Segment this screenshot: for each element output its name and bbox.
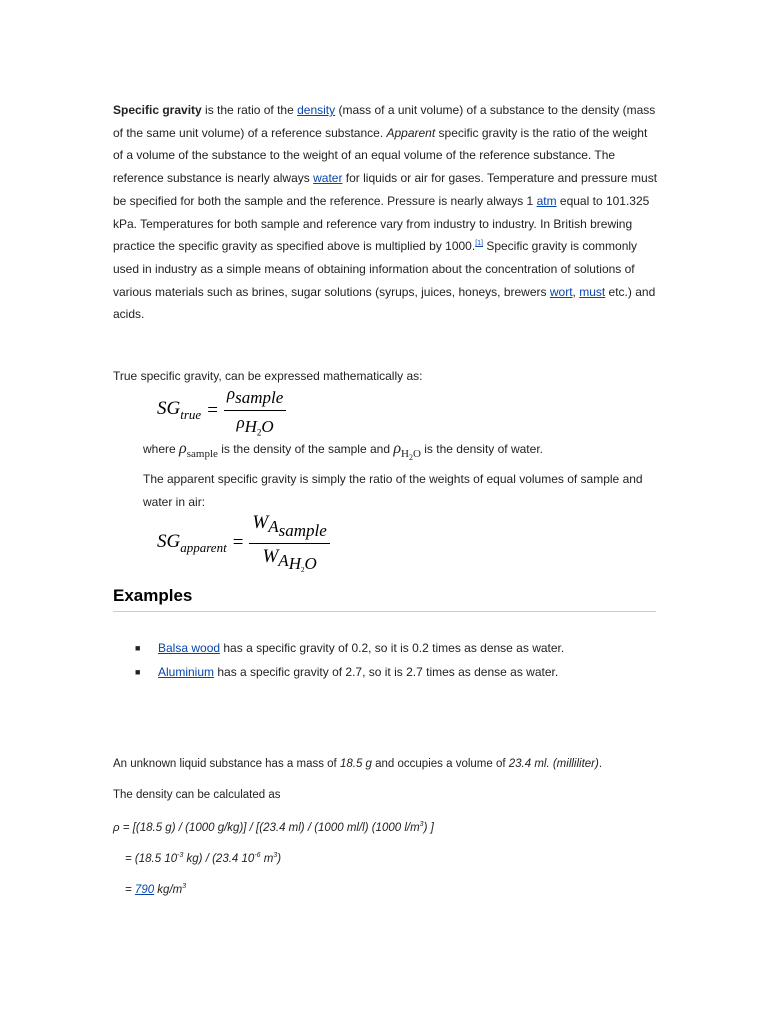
citation-link[interactable]: [1] bbox=[475, 240, 483, 248]
list-item bbox=[135, 660, 655, 684]
intro-text: specific gravity is the ratio of the weight of a volume of the substance to the weight of an equal volume of the reference substance. The reference substance is nearly always bbox=[113, 125, 648, 186]
formula-fraction bbox=[249, 512, 329, 574]
intro-text: etc.) and acids. bbox=[113, 284, 656, 322]
link-wort[interactable]: wort bbox=[549, 284, 573, 299]
intro-text: , bbox=[572, 284, 580, 299]
calc-text: An unknown liquid substance has a mass of bbox=[113, 758, 340, 770]
calc-exponent: -3 bbox=[177, 852, 184, 859]
link-must[interactable]: must bbox=[579, 284, 606, 299]
term-apparent: Apparent bbox=[386, 125, 436, 140]
link-balsa-wood[interactable]: Balsa wood bbox=[158, 641, 221, 655]
link-aluminium[interactable]: Aluminium bbox=[158, 665, 215, 679]
calc-text: kg) / (23.4 10 bbox=[183, 852, 255, 865]
bullet-icon: ■ bbox=[135, 667, 141, 677]
intro-text: (mass of a unit volume) of a substance to the density (mass of the same unit volume) of a reference substance. bbox=[113, 103, 656, 140]
calc-intro: The density can be calculated as bbox=[113, 789, 281, 801]
where-text: is the density of water. bbox=[420, 442, 543, 456]
formula-equals: = bbox=[207, 399, 218, 421]
term-specific-gravity: Specific gravity bbox=[113, 103, 202, 117]
formula-numerator: $\rho_{sample}$ bbox=[224, 384, 286, 411]
bullet-icon: ■ bbox=[135, 643, 141, 653]
formula-lhs: $SG_{true}$ bbox=[157, 398, 202, 423]
intro-text: Specific gravity is commonly used in industry as a simple means of obtaining information about the concentration of solutions of various materials such as brines, sugar solutions (syrups, juices, honeys, brewers bbox=[113, 239, 638, 299]
calc-exponent: 3 bbox=[182, 883, 187, 890]
rho-water-symbol: $\rho_{H_2O}$ bbox=[393, 440, 421, 463]
list-item bbox=[135, 636, 655, 660]
calc-exponent: 3 bbox=[273, 852, 278, 859]
calc-result bbox=[125, 883, 186, 896]
intro-text: is the ratio of the bbox=[201, 103, 298, 117]
list-item-text: has a specific gravity of 0.2, so it is 0.2 times as dense as water. bbox=[220, 641, 565, 655]
calc-exponent: -6 bbox=[254, 852, 261, 859]
calc-text: ) ] bbox=[423, 821, 434, 834]
link-atm[interactable]: atm bbox=[536, 193, 557, 208]
true-sg-formula bbox=[157, 384, 286, 438]
intro-paragraph bbox=[113, 99, 658, 326]
calc-text: = (18.5 10 bbox=[125, 852, 178, 865]
calc-text: kg/m bbox=[154, 883, 183, 896]
apparent-paragraph: The apparent specific gravity is simply the ratio of the weights of equal volumes of sample and water in air: bbox=[143, 472, 643, 509]
calc-step-2 bbox=[125, 852, 281, 865]
calc-text: ) bbox=[277, 852, 282, 865]
where-text: where bbox=[143, 442, 180, 456]
calc-mass-value: 18.5 g bbox=[339, 758, 372, 770]
calc-problem-statement bbox=[113, 758, 602, 770]
formula-fraction bbox=[224, 384, 286, 438]
calc-text: . bbox=[598, 758, 603, 770]
formula-lhs: $SG_{apparent}$ bbox=[157, 530, 227, 555]
calc-exponent: 3 bbox=[419, 821, 424, 828]
intro-text: for liquids or air for gases. Temperature and pressure must be specified for both the sample and the reference. Pressure is nearly always 1 bbox=[113, 171, 658, 208]
calc-text: = bbox=[125, 883, 135, 896]
formula-denominator: $\rho_{H_2O}$ bbox=[236, 413, 274, 438]
rho-sample-symbol: $\rho_{sample}$ bbox=[179, 440, 218, 461]
true-sg-lead: True specific gravity, can be expressed mathematically as: bbox=[113, 369, 423, 383]
where-text: is the density of the sample and bbox=[217, 442, 394, 456]
link-water[interactable]: water bbox=[313, 171, 343, 186]
calc-step-1 bbox=[113, 821, 434, 834]
calc-text: m bbox=[260, 852, 274, 865]
link-790[interactable]: 790 bbox=[134, 883, 155, 896]
formula-numerator: $W_{A_{sample}}$ bbox=[249, 512, 329, 544]
calc-text: and occupies a volume of bbox=[371, 758, 509, 770]
apparent-sg-formula bbox=[157, 512, 330, 574]
intro-text: equal to 101.325 kPa. Temperatures for both sample and reference vary from industry to industry. In British brewing practice the specific gravity as specified above is multiplied by 1000. bbox=[113, 193, 650, 254]
calc-volume-value: 23.4 ml. (milliliter) bbox=[508, 758, 599, 770]
where-clause bbox=[143, 438, 663, 470]
calc-text: ρ = [(18.5 g) / (1000 g/kg)] / [(23.4 ml) / (1000 ml/l) (1000 l/m bbox=[113, 821, 420, 834]
formula-denominator: $W_{A_{H_2O}}$ bbox=[262, 545, 317, 574]
section-heading-examples: Examples bbox=[113, 586, 656, 612]
examples-list bbox=[135, 636, 655, 684]
link-density[interactable]: density bbox=[297, 103, 336, 117]
list-item-text: has a specific gravity of 2.7, so it is 2.7 times as dense as water. bbox=[214, 665, 559, 679]
formula-equals: = bbox=[232, 532, 244, 554]
